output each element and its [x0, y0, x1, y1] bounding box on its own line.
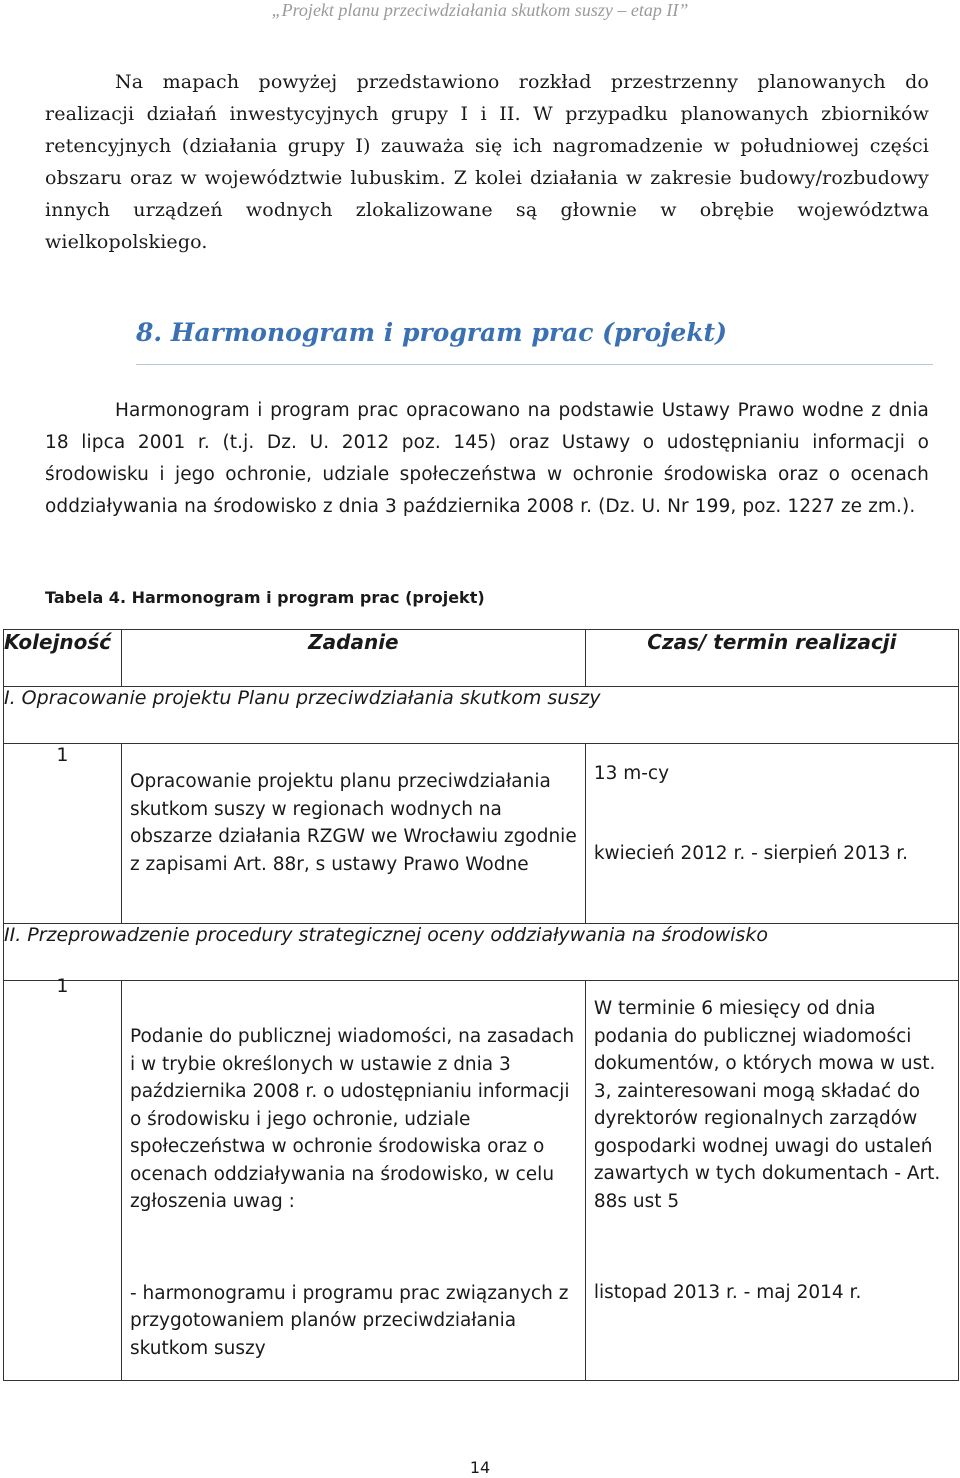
- heading-divider: [136, 364, 933, 365]
- table-caption: Tabela 4. Harmonogram i program prac (projekt): [45, 588, 485, 607]
- group-title-2: II. Przeprowadzenie procedury strategicznej oceny oddziaływania na środowisko: [4, 924, 959, 981]
- group-row: [4, 924, 959, 981]
- row-number-text: 1: [56, 975, 69, 997]
- header-task: Zadanie: [121, 630, 585, 687]
- row-number: 1: [4, 744, 122, 924]
- group-row: [4, 687, 959, 744]
- period-text: kwiecień 2012 r. - sierpień 2013 r.: [593, 842, 909, 864]
- table-row: [4, 981, 959, 1381]
- header-time: Czas/ termin realizacji: [585, 630, 958, 687]
- table-header-row: [4, 630, 959, 687]
- duration-text: 13 m-cy: [593, 763, 670, 784]
- task-cell: [121, 744, 585, 924]
- time-text: W terminie 6 miesięcy od dnia podania do publicznej wiadomości dokumentów, o których mowa w ust. 3, zainteresowani mogą składać do dyrektorów regionalnych zarządów gospodarki wodnej uwagi do ustaleń zawartych w tych dokumentach - Art. 88s ust 5: [593, 998, 941, 1212]
- section-heading: [136, 318, 727, 347]
- task-text: Podanie do publicznej wiadomości, na zasadach i w trybie określonych w ustawie z dnia 3 października 2008 r. o udostępnianiu informacji o środowisku i jego ochronie, udziale społeczeństwa w ochronie środowiska oraz o ocenach oddziaływania na środowisko, w celu zgłoszenia uwag :: [129, 1026, 575, 1212]
- time-cell: [585, 981, 958, 1381]
- subtime-text: listopad 2013 r. - maj 2014 r.: [593, 1282, 862, 1303]
- task-cell: [121, 981, 585, 1381]
- section-number: 8.: [136, 318, 163, 347]
- group-title-1: I. Opracowanie projektu Planu przeciwdziałania skutkom suszy: [4, 687, 959, 744]
- task-text: Opracowanie projektu planu przeciwdziałania skutkom suszy w regionach wodnych na obszarze działania RZGW we Wrocławiu zgodnie z zapisami Art. 88r, s ustawy Prawo Wodne: [129, 771, 577, 875]
- page-number: 14: [469, 1458, 491, 1477]
- table-row: [4, 744, 959, 924]
- running-header: „Projekt planu przeciwdziałania skutkom suszy – etap II”: [271, 0, 689, 20]
- time-cell: [585, 744, 958, 924]
- header-order: Kolejność: [4, 630, 122, 687]
- row-number: [4, 975, 122, 1381]
- section-title: Harmonogram i program prac (projekt): [170, 318, 727, 347]
- schedule-table: [3, 629, 959, 1381]
- subtask-text: - harmonogramu i programu prac związanych z przygotowaniem planów przeciwdziałania skutkom suszy: [129, 1282, 569, 1359]
- section-paragraph: Harmonogram i program prac opracowano na podstawie Ustawy Prawo wodne z dnia 18 lipca 2001 r. (t.j. Dz. U. 2012 poz. 145) oraz Ustawy o udostępnianiu informacji o środowisku i jego ochronie, udziale społeczeństwa w ochronie środowiska oraz o ocenach oddziaływania na środowisko z dnia 3 października 2008 r. (Dz. U. Nr 199, poz. 1227 ze zm.).: [45, 400, 929, 517]
- intro-paragraph: Na mapach powyżej przedstawiono rozkład przestrzenny planowanych do realizacji działań inwestycyjnych grupy I i II. W przypadku planowanych zbiorników retencyjnych (działania grupy I) zauważa się ich nagromadzenie w południowej części obszaru oraz w województwie lubuskim. Z kolei działania w zakresie budowy/rozbudowy innych urządzeń wodnych zlokalizowane są głownie w obrębie województwa wielkopolskiego.: [45, 71, 929, 253]
